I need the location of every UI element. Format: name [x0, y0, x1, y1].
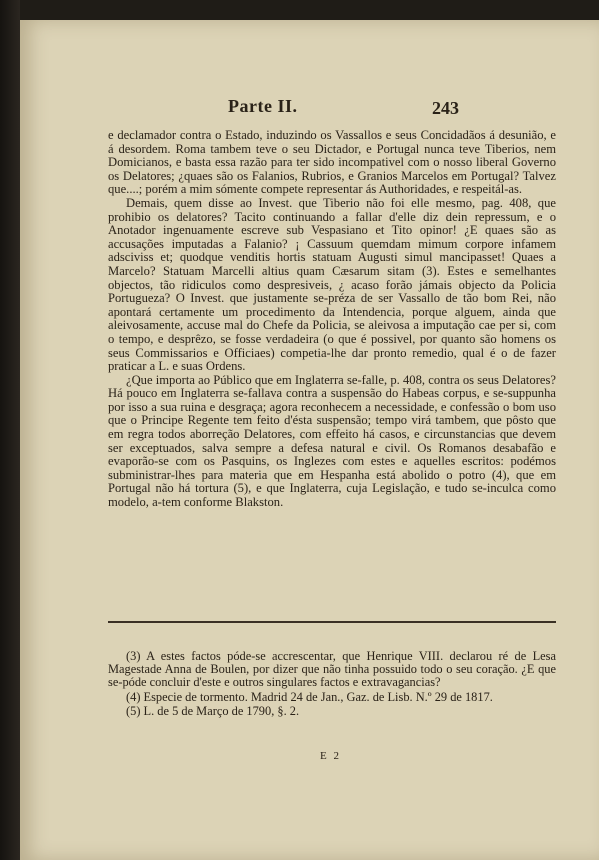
- main-text: [108, 129, 556, 510]
- paragraph: ¿Que importa ao Público que em Inglaterra se-falle, p. 408, contra os seus Delatores? Há pouco em Inglaterra se-fallava contra a suspensão do Habeas corpus, e se-suppunha por isso a sua ruina e desgraça; agora reconhecem a necessidade, e confessão o bom uso que o Principe Regente tem feito d'ésta suspensão; tempo virá tambem, que pôsto que em regra todos aborreção Delatores, com effeito há casos, e circunstancias que devem ser exceptuados, salva sempre a defesa natural e civil. Os Romanos desabafão e evaporão-se com os Pasquins, os Inglezes com estes e aquelles escritos: podémos subministrar-lhes para materia que em Hespanha está abolido o potro (4), que em Portugal não há tortura (5), e que Inglaterra, cuja Legislação, e tudo se-inculca como modelo, a-tem conforme Blakston.: [108, 372, 556, 510]
- footnote-separator: [108, 621, 556, 623]
- page-binding-edge: [0, 0, 20, 860]
- signature-mark: E 2: [320, 750, 341, 762]
- footnote: (4) Especie de tormento. Madrid 24 de Jan., Gaz. de Lisb. N.º 29 de 1817.: [126, 689, 493, 704]
- page-header: [20, 92, 599, 122]
- footnote: (5) L. de 5 de Março de 1790, §. 2.: [126, 703, 300, 718]
- footnotes: [108, 650, 556, 719]
- footnote: (3) A estes factos póde-se accrescentar, que Henrique VIII. declarou ré de Lesa Magestade Anna de Boulen, por dizer que não tinha possuido todo o seu coração. ¿E que se-póde concluir d'este e outros singulares factos e extravagancias?: [108, 649, 556, 690]
- paragraph: e declamador contra o Estado, induzindo os Vassallos e seus Concidadãos á desunião, e á desordem. Roma tambem teve o seu Dictador, e Portugal nunca teve Tiberios, nem Domicianos, e basta essa razão para ter sido incompativel com o nosso liberal Governo os Delatores; ¿quaes são os Falanios, Rubrios, e Granios Marcelos em Portugal? Talvez que....; porém a mim sómente compete representar ás Authoridades, e respeitál-as.: [108, 128, 556, 197]
- section-title: Parte II.: [228, 96, 298, 116]
- paragraph: Demais, quem disse ao Invest. que Tiberio não foi elle mesmo, pag. 408, que prohibio os delatores? Tacito continuando a fallar d'elle diz dein repressum, e o Anotador ingenuamente escreve sub Vespasiano et Tito opinor! ¿E quaes são as accusações imputadas a Falanio? ¡ Cassuum quemdam mimum corpore infamem adsciviss et; quodque venditis hortis statuam Augusti simul mancipasset! Quaes a Marcelo? Statuam Marcelli altius quam Cæsarum sitam (3). Estes e semelhantes objectos, tão ridiculos como despresiveis, ¿ acaso forão jámais objecto da Policia Portugueza? O Invest. que justamente se-préza de ser Vassallo de tão bom Rei, não apontará certamente um procedimento da Intendencia, porque alguem, ainda que aleivosamente, accuse mal do Chefe da Policia, se aleivosa a imputação cae per si, com o tempo, e desprêzo, se fosse verdadeira (o que é possivel, por quanto são homens os seus Commissarios e Officiaes) competia-lhe dar pronto remedio, qual é o de fazer praticar a L. e suas Ordens.: [108, 195, 556, 374]
- page-number: 243: [432, 98, 459, 118]
- document-page: [20, 20, 599, 860]
